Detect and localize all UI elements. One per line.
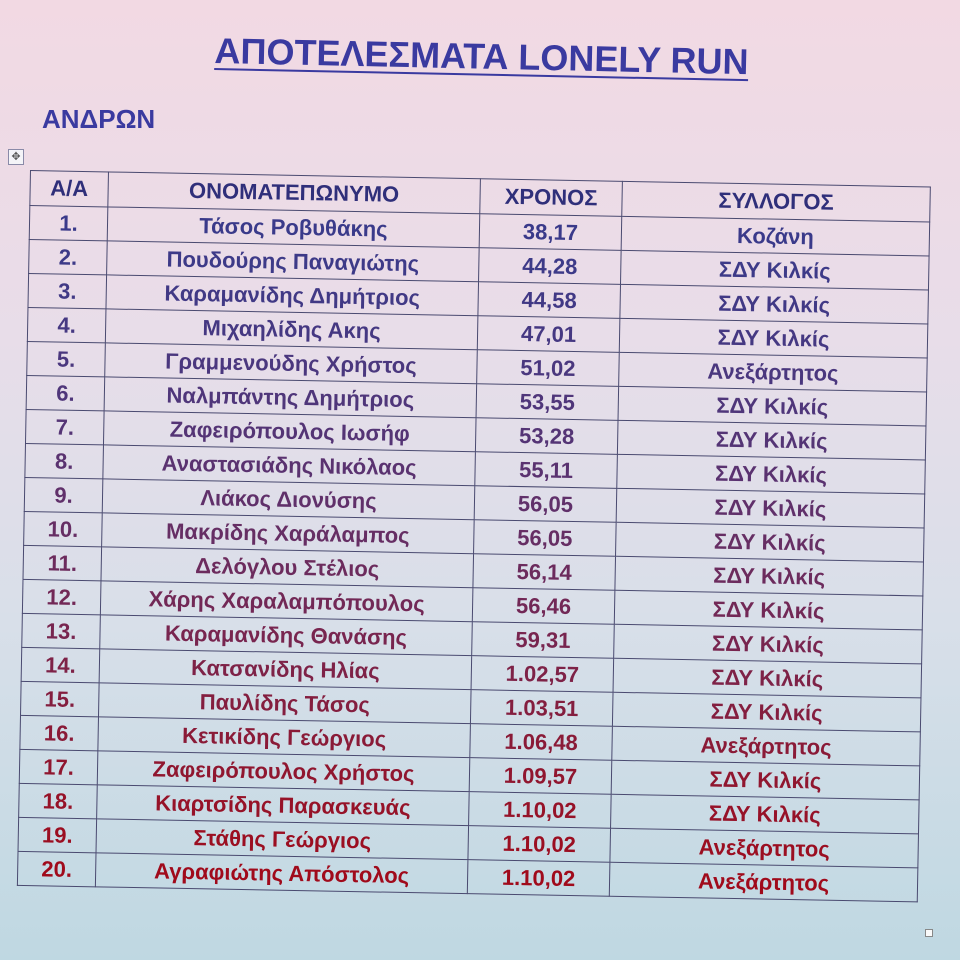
cell-club: ΣΔΥ Κιλκίς [621,250,930,290]
cell-time: 56,14 [473,554,616,591]
cell-club: Ανεξάρτητος [612,726,921,766]
cell-name: Χάρης Χαραλαμπόπουλος [100,581,473,622]
cell-time: 55,11 [475,452,618,489]
cell-club: ΣΔΥ Κιλκίς [612,692,921,732]
cell-rank: 11. [23,545,102,580]
cell-rank: 12. [22,579,101,614]
cell-rank: 9. [24,477,103,512]
cell-name: Κετικίδης Γεώργιος [98,717,471,758]
cell-time: 56,46 [472,588,615,625]
cell-name: Μιχαηλίδης Ακης [105,309,478,350]
cell-time: 1.06,48 [470,724,613,761]
cell-name: Μακρίδης Χαράλαμπος [102,513,475,554]
cell-name: Κιαρτσίδης Παρασκευάς [97,785,470,826]
table-resize-handle[interactable] [925,929,933,937]
cell-time: 44,58 [478,282,621,319]
cell-club: Ανεξάρτητος [609,862,918,902]
cell-time: 47,01 [477,316,620,353]
cell-rank: 2. [29,239,108,274]
cell-name: Πουδούρης Παναγιώτης [107,241,480,282]
cell-rank: 7. [25,409,104,444]
cell-club: ΣΔΥ Κιλκίς [615,556,924,596]
header-rank: Α/Α [30,171,109,207]
cell-name: Ζαφειρόπουλος Ιωσήφ [103,411,476,452]
cell-name: Κατσανίδης Ηλίας [99,649,472,690]
cell-rank: 13. [22,613,101,648]
cell-time: 1.10,02 [469,792,612,829]
cell-time: 1.03,51 [470,690,613,727]
cell-rank: 5. [27,341,106,376]
table-move-handle-icon[interactable]: ✥ [8,149,24,165]
cell-time: 56,05 [474,520,617,557]
header-club: ΣΥΛΛΟΓΟΣ [622,181,931,222]
cell-club: ΣΔΥ Κιλκίς [617,454,926,494]
cell-name: Στάθης Γεώργιος [96,819,469,860]
cell-rank: 19. [18,817,97,852]
results-table [17,170,931,902]
cell-club: ΣΔΥ Κιλκίς [618,386,927,426]
cell-time: 59,31 [472,622,615,659]
cell-club: ΣΔΥ Κιλκίς [613,658,922,698]
cell-club: ΣΔΥ Κιλκίς [614,590,923,630]
cell-rank: 10. [24,511,103,546]
cell-club: Κοζάνη [621,216,930,256]
cell-rank: 20. [17,851,96,886]
cell-name: Δελόγλου Στέλιος [101,547,474,588]
cell-name: Καραμανίδης Δημήτριος [106,275,479,316]
cell-rank: 18. [19,783,98,818]
page-title: ΑΠΟΤΕΛΕΣΜΑΤΑ LONELY RUN [214,30,749,83]
cell-rank: 15. [21,681,100,716]
cell-club: ΣΔΥ Κιλκίς [616,488,925,528]
cell-club: ΣΔΥ Κιλκίς [611,760,920,800]
cell-name: Αγραφιώτης Απόστολος [95,853,468,894]
results-table-wrapper [17,170,930,902]
cell-time: 53,55 [476,384,619,421]
cell-time: 53,28 [475,418,618,455]
cell-club: ΣΔΥ Κιλκίς [619,318,928,358]
cell-rank: 16. [20,715,99,750]
cell-club: ΣΔΥ Κιλκίς [611,794,920,834]
cell-rank: 8. [25,443,104,478]
cell-name: Καραμανίδης Θανάσης [100,615,473,656]
cell-club: Ανεξάρτητος [619,352,928,392]
cell-time: 1.10,02 [468,826,611,863]
header-name: ΟΝΟΜΑΤΕΠΩΝΥΜΟ [108,172,481,214]
cell-time: 1.09,57 [469,758,612,795]
cell-club: ΣΔΥ Κιλκίς [617,420,926,460]
cell-name: Παυλίδης Τάσος [98,683,471,724]
cell-rank: 17. [19,749,98,784]
cell-club: Ανεξάρτητος [610,828,919,868]
section-subtitle: ΑΝΔΡΩΝ [42,104,156,134]
cell-name: Λιάκος Διονύσης [102,479,475,520]
cell-time: 44,28 [479,248,622,285]
cell-name: Ναλμπάντης Δημήτριος [104,377,477,418]
cell-time: 51,02 [477,350,620,387]
cell-rank: 4. [27,307,106,342]
header-time: ΧΡΟΝΟΣ [480,179,623,217]
cell-club: ΣΔΥ Κιλκίς [620,284,929,324]
cell-club: ΣΔΥ Κιλκίς [614,624,923,664]
cell-name: Γραμμενούδης Χρήστος [105,343,478,384]
cell-name: Ζαφειρόπουλος Χρήστος [97,751,470,792]
cell-rank: 3. [28,273,107,308]
cell-rank: 14. [21,647,100,682]
cell-rank: 1. [29,206,108,241]
cell-rank: 6. [26,375,105,410]
cell-name: Τάσος Ροβυθάκης [107,207,480,248]
cell-time: 1.10,02 [467,860,610,897]
cell-club: ΣΔΥ Κιλκίς [616,522,925,562]
cell-time: 38,17 [479,214,622,251]
cell-time: 56,05 [474,486,617,523]
cell-time: 1.02,57 [471,656,614,693]
results-table-body [17,206,929,902]
cell-name: Αναστασιάδης Νικόλαος [103,445,476,486]
